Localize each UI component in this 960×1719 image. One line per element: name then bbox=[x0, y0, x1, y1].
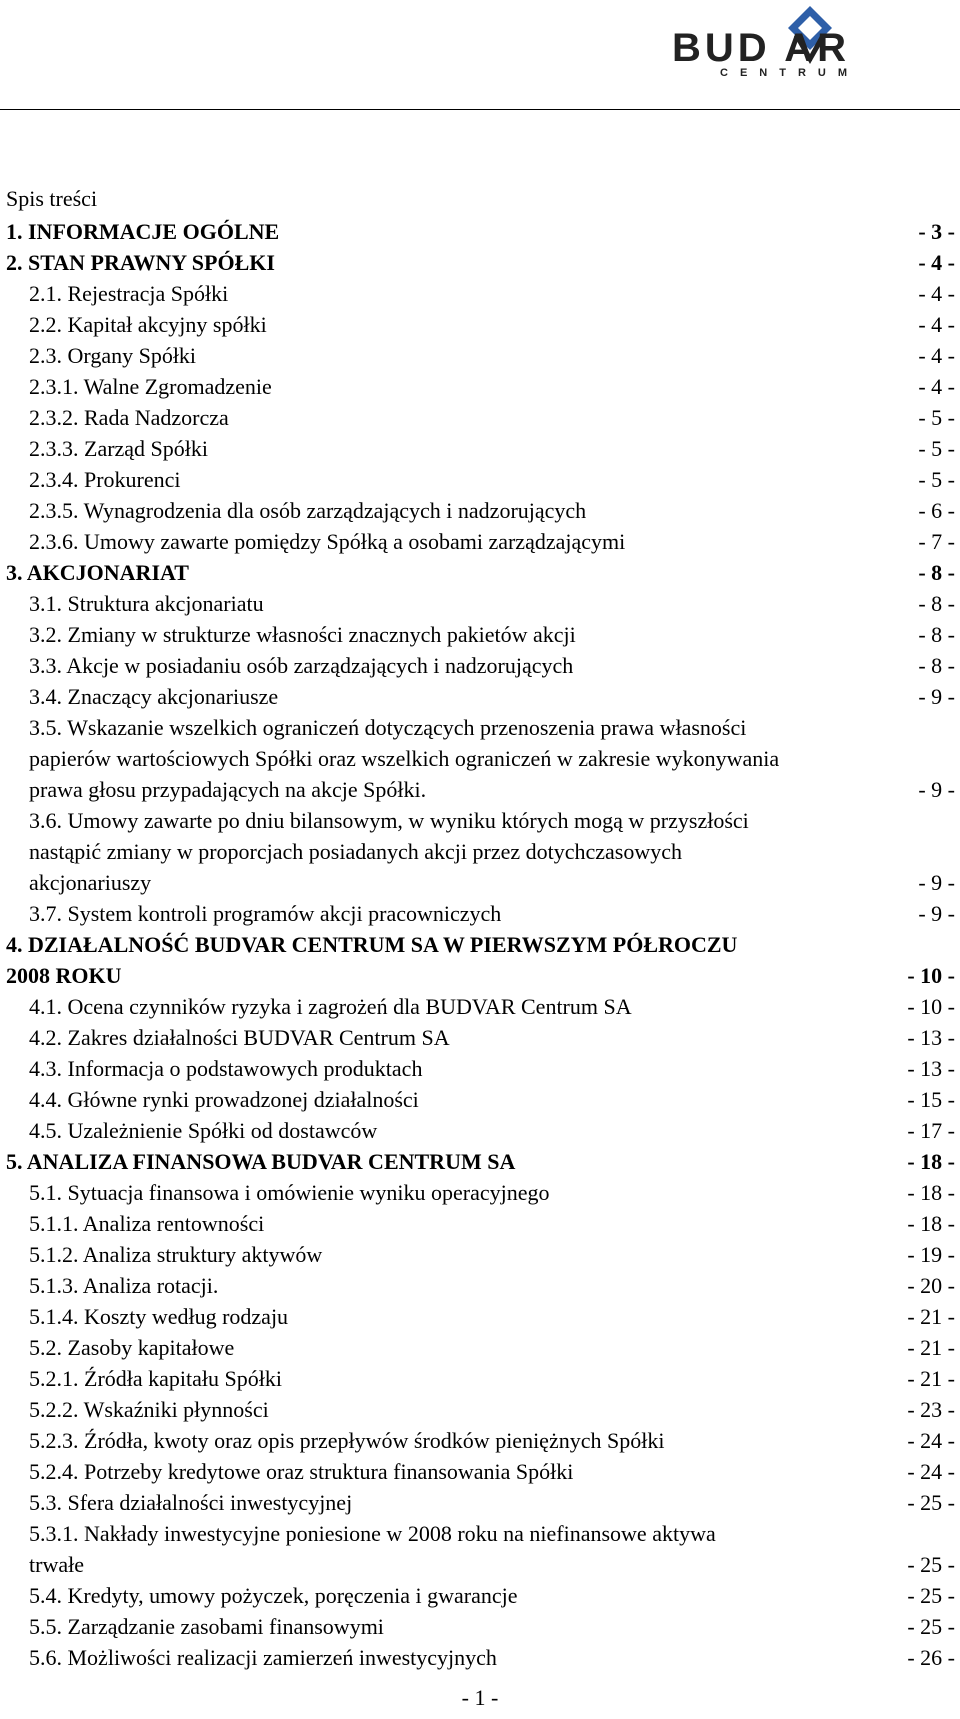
toc-entry-title: 5.2.1. Źródła kapitału Spółki bbox=[29, 1366, 282, 1391]
toc-entry[interactable] bbox=[0, 898, 960, 929]
toc-entry-page: - 25 - bbox=[907, 1614, 955, 1639]
toc-entry-page: - 8 - bbox=[918, 560, 955, 585]
toc-entry-page: - 10 - bbox=[907, 994, 955, 1019]
toc-entry[interactable] bbox=[0, 960, 960, 991]
toc-entry-title: 3.1. Struktura akcjonariatu bbox=[29, 591, 264, 616]
toc-entry-page: - 9 - bbox=[918, 777, 955, 802]
toc-entry-title: 4. DZIAŁALNOŚĆ BUDVAR CENTRUM SA W PIERWSZYM PÓŁROCZU bbox=[6, 932, 738, 957]
toc-entry-title: 3.2. Zmiany w strukturze własności znacznych pakietów akcji bbox=[29, 622, 576, 647]
toc-entry[interactable] bbox=[0, 1487, 960, 1518]
table-of-contents bbox=[0, 216, 960, 1673]
toc-entry[interactable] bbox=[0, 247, 960, 278]
toc-entry-title: 5.2. Zasoby kapitałowe bbox=[29, 1335, 235, 1360]
toc-entry[interactable] bbox=[0, 1642, 960, 1673]
toc-entry-title: 2.2. Kapitał akcyjny spółki bbox=[29, 312, 267, 337]
toc-entry[interactable] bbox=[0, 1549, 960, 1580]
toc-entry[interactable] bbox=[0, 557, 960, 588]
toc-entry-title: 5.1. Sytuacja finansowa i omówienie wyniku operacyjnego bbox=[29, 1180, 550, 1205]
toc-entry-page: - 5 - bbox=[918, 467, 955, 492]
toc-entry-page: - 24 - bbox=[907, 1428, 955, 1453]
toc-entry[interactable] bbox=[0, 402, 960, 433]
toc-entry[interactable] bbox=[0, 650, 960, 681]
toc-entry-page: - 8 - bbox=[918, 622, 955, 647]
toc-entry[interactable] bbox=[0, 681, 960, 712]
toc-entry[interactable] bbox=[0, 216, 960, 247]
toc-entry-page: - 25 - bbox=[907, 1552, 955, 1577]
toc-entry-page: - 26 - bbox=[907, 1645, 955, 1670]
toc-entry-title: 5.4. Kredyty, umowy pożyczek, poręczenia i gwarancje bbox=[29, 1583, 518, 1608]
toc-entry-page: - 10 - bbox=[907, 963, 955, 988]
toc-entry-title: 4.3. Informacja o podstawowych produktach bbox=[29, 1056, 423, 1081]
toc-entry-title: 4.5. Uzależnienie Spółki od dostawców bbox=[29, 1118, 378, 1143]
toc-entry-title: 2.3.3. Zarząd Spółki bbox=[29, 436, 209, 461]
toc-entry[interactable] bbox=[0, 774, 960, 805]
toc-entry-title: akcjonariuszy bbox=[29, 870, 152, 895]
toc-entry-title: nastąpić zmiany w proporcjach posiadanych akcji przez dotychczasowych bbox=[29, 839, 683, 864]
toc-entry-page: - 4 - bbox=[918, 374, 955, 399]
toc-entry[interactable] bbox=[0, 1053, 960, 1084]
toc-entry-page: - 9 - bbox=[918, 684, 955, 709]
toc-entry-page: - 18 - bbox=[907, 1180, 955, 1205]
toc-entry[interactable] bbox=[0, 1394, 960, 1425]
toc-entry-title: 2.3.1. Walne Zgromadzenie bbox=[29, 374, 272, 399]
toc-entry-page: - 5 - bbox=[918, 405, 955, 430]
toc-entry-page: - 8 - bbox=[918, 591, 955, 616]
toc-entry[interactable] bbox=[0, 991, 960, 1022]
toc-entry-title: 2008 ROKU bbox=[6, 963, 122, 988]
toc-entry[interactable] bbox=[0, 1270, 960, 1301]
toc-entry-page: - 4 - bbox=[918, 312, 955, 337]
toc-entry[interactable] bbox=[0, 929, 960, 960]
toc-entry-page: - 24 - bbox=[907, 1459, 955, 1484]
toc-entry-title: 1. INFORMACJE OGÓLNE bbox=[6, 219, 280, 244]
toc-entry[interactable] bbox=[0, 1239, 960, 1270]
toc-entry-page: - 13 - bbox=[907, 1056, 955, 1081]
toc-entry[interactable] bbox=[0, 340, 960, 371]
toc-entry-title: 5.1.3. Analiza rotacji. bbox=[29, 1273, 219, 1298]
toc-entry[interactable] bbox=[0, 526, 960, 557]
toc-entry-title: 4.1. Ocena czynników ryzyka i zagrożeń dla BUDVAR Centrum SA bbox=[29, 994, 632, 1019]
toc-entry[interactable] bbox=[0, 1611, 960, 1642]
toc-entry-page: - 4 - bbox=[918, 281, 955, 306]
toc-entry-page: - 4 - bbox=[918, 343, 955, 368]
toc-entry-title: 3.5. Wskazanie wszelkich ograniczeń dotyczących przenoszenia prawa własności bbox=[29, 715, 747, 740]
toc-entry-title: 5.2.4. Potrzeby kredytowe oraz struktura finansowania Spółki bbox=[29, 1459, 574, 1484]
toc-entry-page: - 6 - bbox=[918, 498, 955, 523]
budvar-logo bbox=[672, 2, 930, 80]
toc-entry-title: 5.1.4. Koszty według rodzaju bbox=[29, 1304, 289, 1329]
toc-entry[interactable] bbox=[0, 805, 960, 836]
toc-entry-title: 5.2.3. Źródła, kwoty oraz opis przepływów środków pieniężnych Spółki bbox=[29, 1428, 665, 1453]
toc-entry-title: 5.1.1. Analiza rentowności bbox=[29, 1211, 265, 1236]
toc-entry-page: - 18 - bbox=[907, 1149, 955, 1174]
toc-entry-title: 3.7. System kontroli programów akcji pracowniczych bbox=[29, 901, 502, 926]
toc-entry-page: - 5 - bbox=[918, 436, 955, 461]
toc-entry-title: 2.3.6. Umowy zawarte pomiędzy Spółką a osobami zarządzającymi bbox=[29, 529, 626, 554]
toc-entry-title: 3. AKCJONARIAT bbox=[6, 560, 189, 585]
toc-entry-title: 2.3.5. Wynagrodzenia dla osób zarządzających i nadzorujących bbox=[29, 498, 587, 523]
toc-entry[interactable] bbox=[0, 1022, 960, 1053]
toc-entry-page: - 18 - bbox=[907, 1211, 955, 1236]
toc-entry-title: 3.3. Akcje w posiadaniu osób zarządzających i nadzorujących bbox=[29, 653, 574, 678]
toc-entry-page: - 20 - bbox=[907, 1273, 955, 1298]
toc-entry-title: 2.3.2. Rada Nadzorcza bbox=[29, 405, 229, 430]
toc-entry[interactable] bbox=[0, 1363, 960, 1394]
toc-entry[interactable] bbox=[0, 1425, 960, 1456]
toc-entry-page: - 17 - bbox=[907, 1118, 955, 1143]
toc-entry[interactable] bbox=[0, 433, 960, 464]
toc-entry-page: - 19 - bbox=[907, 1242, 955, 1267]
toc-entry-title: 2. STAN PRAWNY SPÓŁKI bbox=[6, 250, 275, 275]
toc-entry-page: - 25 - bbox=[907, 1490, 955, 1515]
toc-entry-page: - 7 - bbox=[918, 529, 955, 554]
toc-entry-title: trwałe bbox=[29, 1552, 84, 1577]
toc-entry[interactable] bbox=[0, 1084, 960, 1115]
toc-entry-title: 5. ANALIZA FINANSOWA BUDVAR CENTRUM SA bbox=[6, 1149, 516, 1174]
toc-entry-title: 5.5. Zarządzanie zasobami finansowymi bbox=[29, 1614, 384, 1639]
toc-entry-page: - 25 - bbox=[907, 1583, 955, 1608]
toc-entry-title: papierów wartościowych Spółki oraz wszelkich ograniczeń w zakresie wykonywania bbox=[29, 746, 780, 771]
toc-entry-title: 2.3.4. Prokurenci bbox=[29, 467, 181, 492]
toc-entry-title: 2.1. Rejestracja Spółki bbox=[29, 281, 229, 306]
toc-entry[interactable] bbox=[0, 309, 960, 340]
toc-entry-title: 5.3.1. Nakłady inwestycyjne poniesione w 2008 roku na niefinansowe aktywa bbox=[29, 1521, 716, 1546]
logo-wordmark: BUD AR bbox=[672, 26, 851, 70]
toc-entry-page: - 3 - bbox=[918, 219, 955, 244]
toc-entry-title: prawa głosu przypadających na akcje Spółki. bbox=[29, 777, 427, 802]
toc-entry-page: - 9 - bbox=[918, 901, 955, 926]
toc-entry[interactable] bbox=[0, 1301, 960, 1332]
toc-entry-page: - 21 - bbox=[907, 1335, 955, 1360]
toc-entry-title: 3.6. Umowy zawarte po dniu bilansowym, w wyniku których mogą w przyszłości bbox=[29, 808, 749, 833]
toc-entry[interactable] bbox=[0, 1456, 960, 1487]
toc-entry[interactable] bbox=[0, 371, 960, 402]
toc-entry-title: 4.2. Zakres działalności BUDVAR Centrum SA bbox=[29, 1025, 450, 1050]
toc-entry-page: - 9 - bbox=[918, 870, 955, 895]
toc-entry-page: - 4 - bbox=[918, 250, 955, 275]
toc-entry[interactable] bbox=[0, 1208, 960, 1239]
toc-entry[interactable] bbox=[0, 464, 960, 495]
toc-entry-page: - 23 - bbox=[907, 1397, 955, 1422]
toc-entry[interactable] bbox=[0, 867, 960, 898]
toc-entry-title: 4.4. Główne rynki prowadzonej działalności bbox=[29, 1087, 419, 1112]
toc-entry[interactable] bbox=[0, 1177, 960, 1208]
toc-entry[interactable] bbox=[0, 588, 960, 619]
toc-entry-page: - 13 - bbox=[907, 1025, 955, 1050]
toc-entry[interactable] bbox=[0, 619, 960, 650]
toc-entry[interactable] bbox=[0, 1518, 960, 1549]
toc-entry-title: 5.1.2. Analiza struktury aktywów bbox=[29, 1242, 323, 1267]
toc-entry[interactable] bbox=[0, 743, 960, 774]
toc-entry[interactable] bbox=[0, 278, 960, 309]
toc-entry-title: 5.6. Możliwości realizacji zamierzeń inwestycyjnych bbox=[29, 1645, 497, 1670]
toc-entry-page: - 15 - bbox=[907, 1087, 955, 1112]
toc-entry[interactable] bbox=[0, 495, 960, 526]
toc-entry[interactable] bbox=[0, 1146, 960, 1177]
toc-entry-page: - 21 - bbox=[907, 1304, 955, 1329]
toc-entry-title: 5.3. Sfera działalności inwestycyjnej bbox=[29, 1490, 353, 1515]
toc-entry[interactable] bbox=[0, 1580, 960, 1611]
toc-title: Spis treści bbox=[6, 186, 98, 211]
toc-entry-title: 5.2.2. Wskaźniki płynności bbox=[29, 1397, 269, 1422]
toc-entry-title: 3.4. Znaczący akcjonariusze bbox=[29, 684, 279, 709]
toc-entry[interactable] bbox=[0, 1332, 960, 1363]
logo-subtitle: CENTRUM bbox=[720, 67, 859, 79]
page-number: - 1 - bbox=[461, 1685, 499, 1710]
toc-entry-title: 2.3. Organy Spółki bbox=[29, 343, 197, 368]
toc-entry-page: - 8 - bbox=[918, 653, 955, 678]
toc-entry-page: - 21 - bbox=[907, 1366, 955, 1391]
toc-entry[interactable] bbox=[0, 712, 960, 743]
header-rule bbox=[0, 109, 960, 110]
toc-entry[interactable] bbox=[0, 1115, 960, 1146]
toc-entry[interactable] bbox=[0, 836, 960, 867]
